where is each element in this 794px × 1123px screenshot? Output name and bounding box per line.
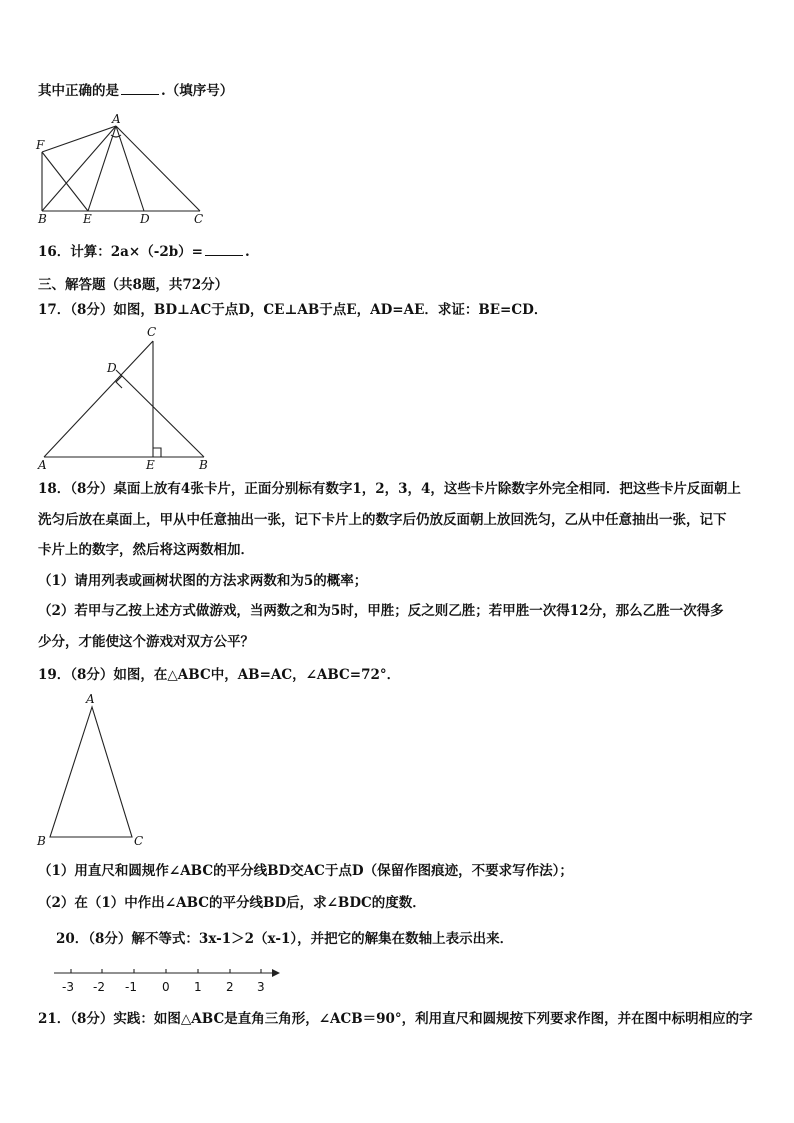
q16-line — [38, 243, 250, 261]
fig15-label-b: B — [38, 212, 47, 226]
q15-text-after: .（填序号） — [161, 83, 234, 99]
fig15-label-e: E — [83, 212, 92, 226]
q18-stem-line-2: 洗匀后放在桌面上，甲从中任意抽出一张，记下卡片上的数字后仍放反面朝上放回洗匀，乙从中任意抽出一张，记下 — [38, 512, 727, 528]
fig17-label-d: D — [107, 361, 117, 375]
q15-answer-blank[interactable] — [121, 82, 159, 95]
q15-text-before: 其中正确的是 — [38, 83, 119, 99]
q21-stem: 21．（8分）实践：如图△ABC是直角三角形，∠ACB＝90°，利用直尺和圆规按下列要求作图，并在图中标明相应的字 — [38, 1011, 753, 1027]
q19-stem: 19．（8分）如图，在△ABC中，AB=AC，∠ABC=72°． — [38, 667, 401, 683]
tick-label: 0 — [162, 980, 170, 994]
tick-label: -1 — [125, 980, 137, 994]
q17-stem: 17．（8分）如图，BD⊥AC于点D，CE⊥AB于点E，AD=AE．求证：BE=CD． — [38, 302, 548, 318]
fig19-label-b: B — [37, 834, 46, 848]
tick-label: 1 — [194, 980, 202, 994]
q16-text-after: . — [245, 244, 250, 260]
tick-label: 3 — [257, 980, 265, 994]
fig15-label-f: F — [36, 138, 45, 152]
fig19-label-a: A — [86, 692, 95, 706]
fig15-label-a: A — [112, 112, 121, 126]
q15-answer-line — [38, 82, 233, 100]
tick-label: -2 — [93, 980, 105, 994]
q19-part-1: （1）用直尺和圆规作∠ABC的平分线BD交AC于点D（保留作图痕迹，不要求写作法）； — [38, 863, 573, 879]
figure-q19 — [34, 692, 154, 852]
q16-answer-blank[interactable] — [205, 243, 243, 256]
section-heading: 三、解答题（共8题，共72分） — [38, 277, 229, 293]
fig15-label-c: C — [194, 212, 204, 226]
fig19-label-c: C — [134, 834, 144, 848]
q19-part-2: （2）在（1）中作出∠ABC的平分线BD后，求∠BDC的度数． — [38, 895, 426, 911]
fig15-label-d: D — [140, 212, 150, 226]
number-line-arrow-icon — [272, 969, 280, 977]
tick-label: -3 — [62, 980, 74, 994]
q16-text-before: 16．计算：2a×（-2b）= — [38, 244, 203, 260]
tick-label: 2 — [226, 980, 234, 994]
q18-stem-line-3: 卡片上的数字，然后将这两数相加． — [38, 542, 254, 558]
q18-part-1: （1）请用列表或画树状图的方法求两数和为5的概率； — [38, 573, 368, 589]
q18-part-2-line-2: 少分，才能使这个游戏对双方公平？ — [38, 634, 254, 650]
number-line — [50, 963, 282, 999]
q20-stem: 20．（8分）解不等式：3x-1＞2（x-1），并把它的解集在数轴上表示出来． — [56, 931, 514, 947]
fig17-label-b: B — [199, 458, 208, 472]
q18-stem-line-1: 18．（8分）桌面上放有4张卡片，正面分别标有数字1，2，3，4，这些卡片除数字外完全相同．把这些卡片反面朝上 — [38, 481, 741, 497]
figure-q15 — [34, 110, 214, 226]
fig17-label-e: E — [146, 458, 155, 472]
q18-part-2-line-1: （2）若甲与乙按上述方式做游戏，当两数之和为5时，甲胜；反之则乙胜；若甲胜一次得12分，那么乙胜一次得多 — [38, 603, 724, 619]
figure-q17 — [36, 324, 212, 472]
fig17-label-c: C — [147, 325, 157, 339]
fig17-label-a: A — [38, 458, 47, 472]
